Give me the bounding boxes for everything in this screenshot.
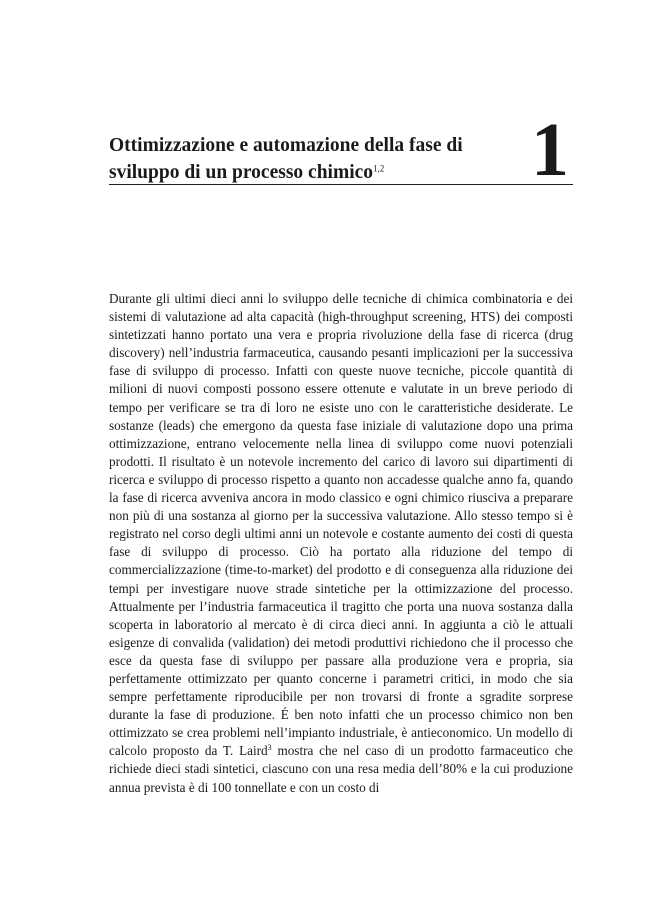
chapter-title-text: Ottimizzazione e automazione della fase di sviluppo di un processo chimico — [109, 135, 463, 183]
chapter-number: 1 — [531, 108, 569, 192]
chapter-title — [109, 132, 509, 186]
chapter-header — [109, 108, 573, 192]
body-text-part-a: Durante gli ultimi dieci anni lo sviluppo delle tecniche di chimica combinatoria e dei sistemi di valutazione ad alta capacità (high-throughput screening, HTS) dei composti sintetizzati hanno portato una vera e propria rivoluzione della fase di ricerca (drug discovery) nell’industria farmaceutica, causando pesanti implicazioni per la successiva fase di sviluppo di processo. Infatti con queste nuove tecniche, piccole quantità di milioni di nuovi composti possono essere ottenute e valutate in un breve periodo di tempo per verificare se tra di loro ne esiste uno con le caratteristiche desiderate. Le sostanze (leads) che emergono da questa fase iniziale di valutazione dopo una prima ottimizzazione, entrano velocemente nella linea di sviluppo come nuovi potenziali prodotti. Il risultato è un notevole incremento del carico di lavoro sui dipartimenti di ricerca e sviluppo di processo rispetto a quanto non accadesse qualche anno fa, quando la fase di ricerca avveniva ancora in modo classico e ogni chimico riusciva a preparare non più di una sostanza al giorno per la successiva valutazione. Allo stesso tempo si è registrato nel corso degli ultimi anni un notevole e costante aumento dei costi di questa fase di sviluppo di processo. Ciò ha portato alla riduzione del tempo di commercializzazione (time-to-market) del prodotto e di conseguenza alla riduzione dei tempi per investigare nuove strade sintetiche per la ottimizzazione del processo. Attualmente per l’industria farmaceutica il tragitto che porta una nuova sostanza dalla scoperta in laboratorio al mercato è di circa dieci anni. In aggiunta a ciò le attuali esigenze di convalida (validation) dei metodi produttivi richiedono che il processo che esce da questa fase di sviluppo per passare alla produzione vera e propria, sia perfettamente ottimizzato per quanto concerne i parametri critici, in modo che sia sempre perfettamente riproducibile per non trovarsi di fronte a sgradite sorprese durante la fase di produzione. É ben noto infatti che un processo chimico non ben ottimizzato se crea problemi nell’impianto industriale, è antieconomico. Un modello di calcolo proposto da T. Laird — [109, 291, 573, 759]
chapter-title-footnote-ref: 1,2 — [373, 163, 385, 174]
body-paragraph — [109, 290, 573, 797]
footnote-ref-laird: 3 — [267, 743, 272, 753]
body-text-part-b: mostra che nel caso di un prodotto farmaceutico che richiede dieci stadi sintetici, ciascuno con una resa media dell’80% e la cui produzione annua prevista è di 100 tonnellate e con un costo di — [109, 743, 573, 795]
